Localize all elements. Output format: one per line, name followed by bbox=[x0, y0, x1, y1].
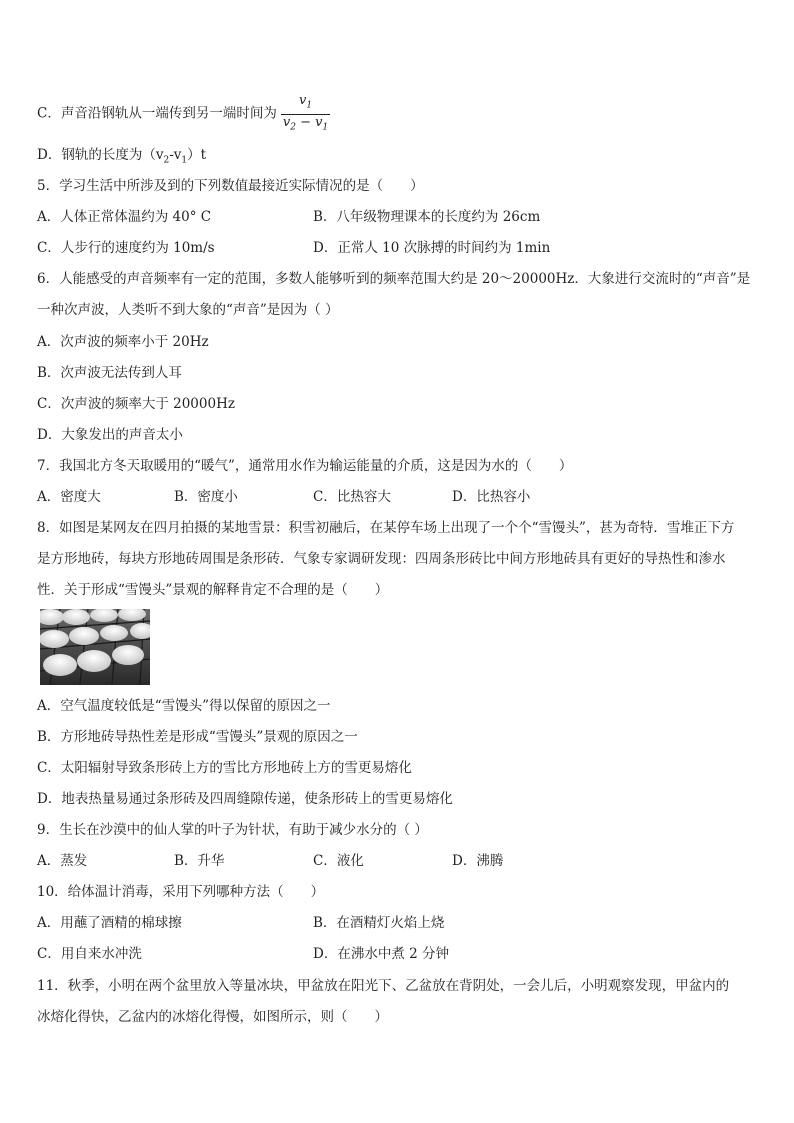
q10-option-a: A．用蘸了酒精的棉球擦 bbox=[37, 915, 182, 931]
q6-stem-2: 一种次声波，人类听不到大象的“声音”是因为（ ） bbox=[37, 302, 339, 318]
q9-option-b: B．升华 bbox=[174, 853, 225, 869]
q5-option-d: D．正常人 10 次脉搏的时间约为 1min bbox=[313, 240, 551, 256]
fraction bbox=[281, 93, 330, 135]
q5-option-c: C．人步行的速度约为 10m/s bbox=[37, 240, 215, 256]
q7-option-a: A．密度大 bbox=[37, 489, 101, 505]
q8-stem-3: 性．关于形成“雪馒头”景观的解释肯定不合理的是（ ） bbox=[37, 582, 389, 598]
q6-option-d: D．大象发出的声音太小 bbox=[37, 427, 183, 443]
q9-option-d: D．沸腾 bbox=[452, 853, 504, 869]
q8-option-b: B．方形地砖导热性差是形成“雪馒头”景观的原因之一 bbox=[37, 729, 358, 745]
q10-option-d: D．在沸水中煮 2 分钟 bbox=[313, 946, 449, 962]
q5-option-a: A．人体正常体温约为 40° C bbox=[37, 209, 212, 225]
q7-option-c: C．比热容大 bbox=[313, 489, 391, 505]
q4-option-d: D．钢轨的长度为$(v_2-v_1)t$ bbox=[37, 147, 207, 166]
fraction-numerator: $v_1$ bbox=[298, 93, 313, 111]
q6-option-c: C．次声波的频率大于 20000Hz bbox=[37, 396, 235, 412]
q8-stem-2: 是方形地砖，每块方形地砖周围是条形砖．气象专家调研发现：四周条形砖比中间方形地砖具有更好的导热性和渗水 bbox=[37, 551, 726, 567]
q7-stem: 7．我国北方冬天取暖用的“暖气”，通常用水作为输运能量的介质，这是因为水的（ ） bbox=[37, 458, 573, 474]
q6-option-b: B．次声波无法传到人耳 bbox=[37, 365, 182, 381]
q8-option-a: A．空气温度较低是“雪馒头”得以保留的原因之一 bbox=[37, 698, 331, 714]
q6-stem-1: 6．人能感受的声音频率有一定的范围，多数人能够听到的频率范围大约是 20～20000Hz．大象进行交流时的“声音”是 bbox=[37, 271, 751, 287]
q8-stem-1: 8．如图是某网友在四月拍摄的某地雪景：积雪初融后，在某停车场上出现了一个个“雪馒头”，甚为奇特．雪堆正下方 bbox=[37, 520, 735, 536]
q4-option-c-text: C．声音沿钢轨从一端传到另一端时间为 bbox=[37, 105, 277, 122]
q8-option-c: C．太阳辐射导致条形砖上方的雪比方形地砖上方的雪更易熔化 bbox=[37, 760, 412, 776]
q9-option-a: A．蒸发 bbox=[37, 853, 88, 869]
q8-option-d: D．地表热量易通过条形砖及四周缝隙传递，使条形砖上的雪更易熔化 bbox=[37, 791, 453, 807]
snow-mantou-photo bbox=[40, 609, 150, 685]
q5-option-b: B．八年级物理课本的长度约为 26cm bbox=[313, 209, 541, 225]
q9-option-c: C．液化 bbox=[313, 853, 364, 869]
q11-stem-1: 11．秋季，小明在两个盆里放入等量冰块，甲盆放在阳光下、乙盆放在背阴处，一会儿后，小明观察发现，甲盆内的 bbox=[37, 978, 730, 994]
q7-option-b: B．密度小 bbox=[174, 489, 238, 505]
fraction-denominator: $v_2 - v_1$ bbox=[281, 114, 330, 136]
q4-option-c bbox=[37, 93, 330, 135]
q10-option-c: C．用自来水冲洗 bbox=[37, 946, 142, 962]
q9-stem: 9．生长在沙漠中的仙人掌的叶子为针状，有助于减少水分的（ ） bbox=[37, 822, 428, 838]
q6-option-a: A．次声波的频率小于 20Hz bbox=[37, 334, 209, 350]
q10-option-b: B．在酒精灯火焰上烧 bbox=[313, 915, 445, 931]
q5-stem: 5．学习生活中所涉及到的下列数值最接近实际情况的是（ ） bbox=[37, 178, 424, 194]
q11-stem-2: 冰熔化得快，乙盆内的冰熔化得慢，如图所示，则（ ） bbox=[37, 1009, 388, 1025]
q7-option-d: D．比热容小 bbox=[452, 489, 531, 505]
q10-stem: 10．给体温计消毒，采用下列哪种方法（ ） bbox=[37, 884, 325, 900]
